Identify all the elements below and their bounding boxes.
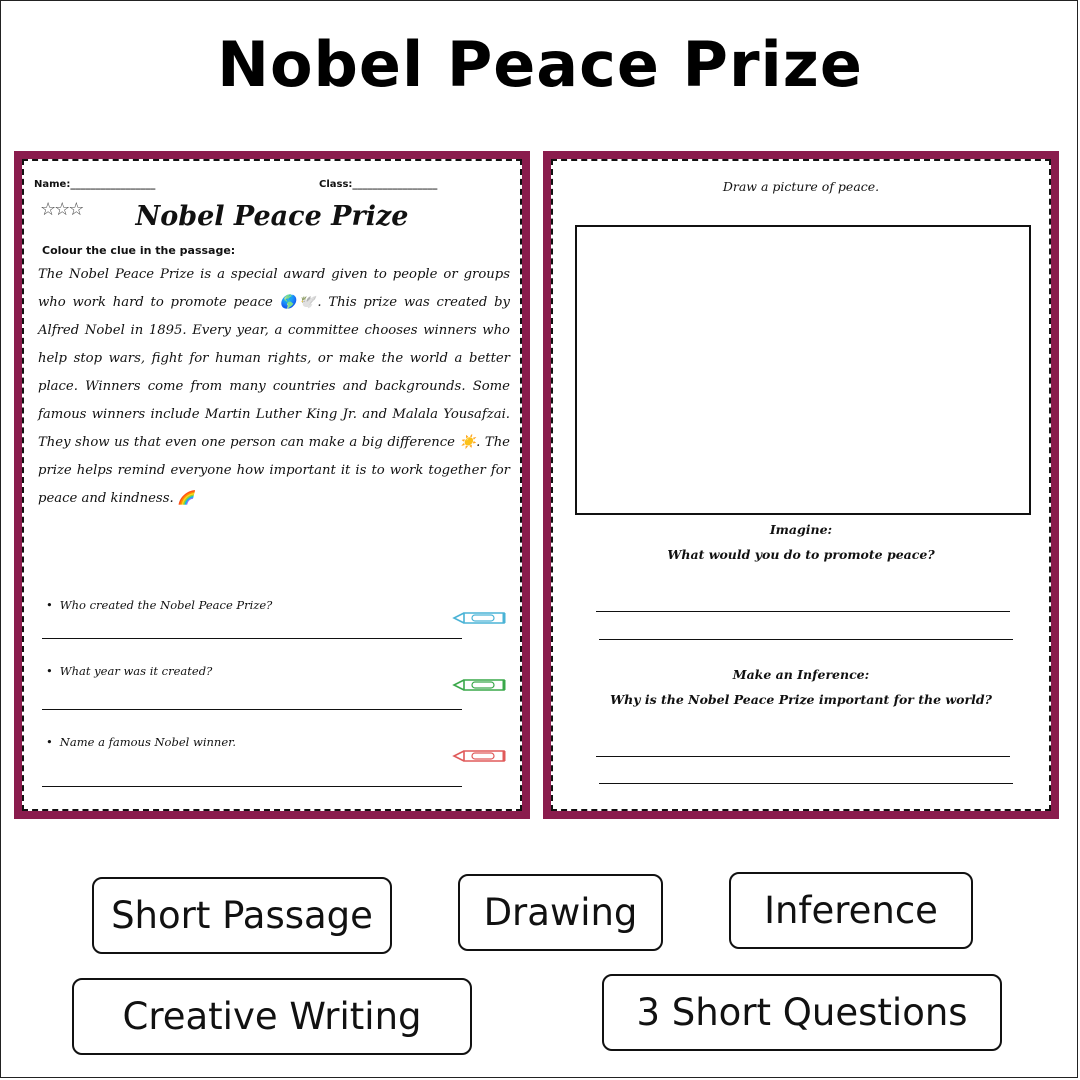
- crayon-label: [472, 615, 494, 621]
- name-field: Name:_________________: [34, 179, 156, 190]
- inference-heading: Make an Inference:: [732, 667, 870, 682]
- imagine-heading: Imagine:: [769, 522, 833, 537]
- class-field: Class:_________________: [319, 179, 438, 190]
- answer-line: [599, 783, 1013, 784]
- answer-line: [596, 756, 1010, 757]
- tag-creative-writing: Creative Writing: [72, 978, 472, 1055]
- question-3: • Name a famous Nobel winner.: [46, 735, 236, 749]
- tag-short-passage: Short Passage: [92, 877, 392, 954]
- imagine-question: What would you do to promote peace?: [667, 547, 935, 562]
- answer-line-3: [42, 786, 462, 787]
- answer-line: [596, 611, 1010, 612]
- crayon-icon: [452, 611, 512, 625]
- answer-line-2: [42, 709, 462, 710]
- question-2: • What year was it created?: [46, 664, 212, 678]
- rating-stars: ☆☆☆: [40, 199, 83, 220]
- reading-passage: The Nobel Peace Prize is a special award given to people or groups who work hard to promote peace 🌎🕊️. This prize was created by Alfred Nobel in 1895. Every year, a committee chooses winners who help stop wars, fight for human rights, or make the world a better place. Winners come from many countries and backgrounds. Some famous winners include Martin Luther King Jr. and Malala Yousafzai. They show us that even one person can make a big difference ☀️. The prize helps remind everyone how important it is to work together for peace and kindness. 🌈: [38, 267, 510, 506]
- crayon-icon: [452, 678, 512, 692]
- instruction-text: Colour the clue in the passage:: [42, 244, 236, 257]
- answer-line: [599, 639, 1013, 640]
- crayon-icon: [452, 749, 512, 763]
- tag-inference: Inference: [729, 872, 973, 949]
- drawing-worksheet: [543, 151, 1059, 819]
- drawing-prompt: Draw a picture of peace.: [722, 179, 880, 194]
- worksheet-dashed-border: [22, 159, 522, 811]
- worksheet-dashed-border: [551, 159, 1051, 811]
- answer-line-1: [42, 638, 462, 639]
- worksheet-title: Nobel Peace Prize: [135, 201, 409, 232]
- tag-3-short-questions: 3 Short Questions: [602, 974, 1002, 1051]
- tag-drawing: Drawing: [458, 874, 663, 951]
- inference-question: Why is the Nobel Peace Prize important for the world?: [610, 692, 992, 707]
- question-1: • Who created the Nobel Peace Prize?: [46, 598, 272, 612]
- drawing-box: [575, 225, 1031, 515]
- page-title: Nobel Peace Prize: [217, 28, 863, 101]
- crayon-label: [472, 753, 494, 759]
- crayon-label: [472, 682, 494, 688]
- reading-worksheet: [14, 151, 530, 819]
